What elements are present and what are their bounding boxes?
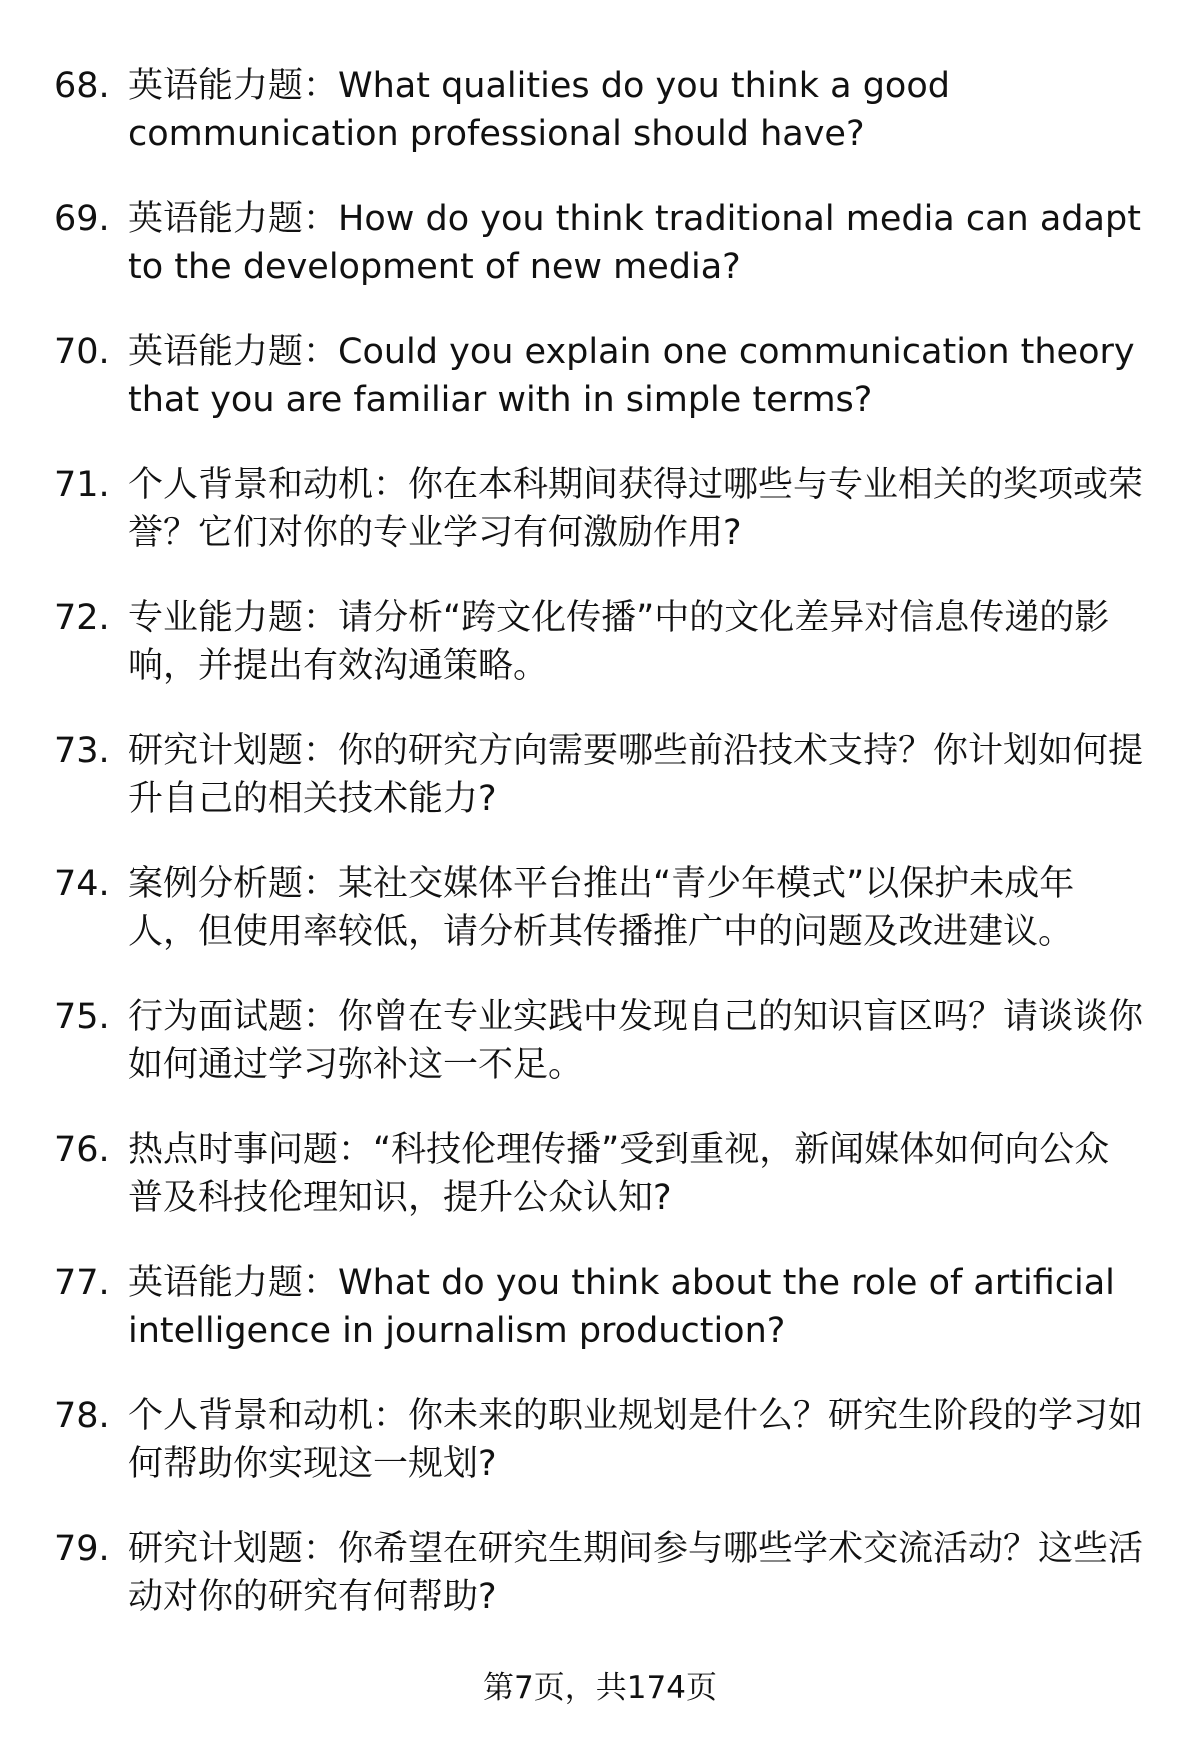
question-text: 专业能力题：请分析“跨文化传播”中的文化差异对信息传递的影响，并提出有效沟通策略。 <box>128 598 1110 686</box>
page-footer: 第7页，共174页 <box>483 1670 717 1706</box>
question-item <box>54 993 1144 1089</box>
question-text: 个人背景和动机：你在本科期间获得过哪些与专业相关的奖项或荣誉？它们对你的专业学习有何激励作用? <box>128 465 1144 553</box>
question-number: 69. <box>54 199 110 239</box>
question-item <box>54 1392 1144 1488</box>
question-item <box>54 860 1144 956</box>
question-item <box>54 594 1144 690</box>
question-text: 行为面试题：你曾在专业实践中发现自己的知识盲区吗？请谈谈你如何通过学习弥补这一不足。 <box>128 997 1144 1085</box>
question-text: 英语能力题：How do you think traditional media can adapt to the development of new media? <box>128 199 1141 287</box>
question-item <box>54 1525 1144 1621</box>
question-number: 74. <box>54 864 110 904</box>
question-number: 68. <box>54 66 110 106</box>
question-number: 71. <box>54 465 110 505</box>
question-text: 英语能力题：What do you think about the role of artificial intelligence in journalism production? <box>128 1263 1115 1351</box>
question-item <box>54 1259 1144 1355</box>
question-item <box>54 62 1144 158</box>
question-number: 78. <box>54 1396 110 1436</box>
question-number: 77. <box>54 1263 110 1303</box>
question-number: 73. <box>54 731 110 771</box>
question-text: 英语能力题：Could you explain one communication theory that you are familiar with in simple terms? <box>128 332 1135 420</box>
question-number: 70. <box>54 332 110 372</box>
question-text: 个人背景和动机：你未来的职业规划是什么？研究生阶段的学习如何帮助你实现这一规划? <box>128 1396 1144 1484</box>
question-text: 研究计划题：你的研究方向需要哪些前沿技术支持？你计划如何提升自己的相关技术能力? <box>128 731 1144 819</box>
question-item <box>54 328 1144 424</box>
question-number: 75. <box>54 997 110 1037</box>
question-text: 英语能力题：What qualities do you think a good communication professional should have? <box>128 66 950 154</box>
question-text: 研究计划题：你希望在研究生期间参与哪些学术交流活动？这些活动对你的研究有何帮助? <box>128 1529 1144 1617</box>
question-text: 案例分析题：某社交媒体平台推出“青少年模式”以保护未成年人，但使用率较低，请分析其传播推广中的问题及改进建议。 <box>128 864 1075 952</box>
question-item <box>54 461 1144 557</box>
question-text: 热点时事问题：“科技伦理传播”受到重视，新闻媒体如何向公众普及科技伦理知识，提升公众认知? <box>128 1130 1110 1218</box>
question-number: 76. <box>54 1130 110 1170</box>
question-item <box>54 1126 1144 1222</box>
question-list <box>54 62 1144 1658</box>
question-item <box>54 195 1144 291</box>
question-number: 79. <box>54 1529 110 1569</box>
question-number: 72. <box>54 598 110 638</box>
question-item <box>54 727 1144 823</box>
